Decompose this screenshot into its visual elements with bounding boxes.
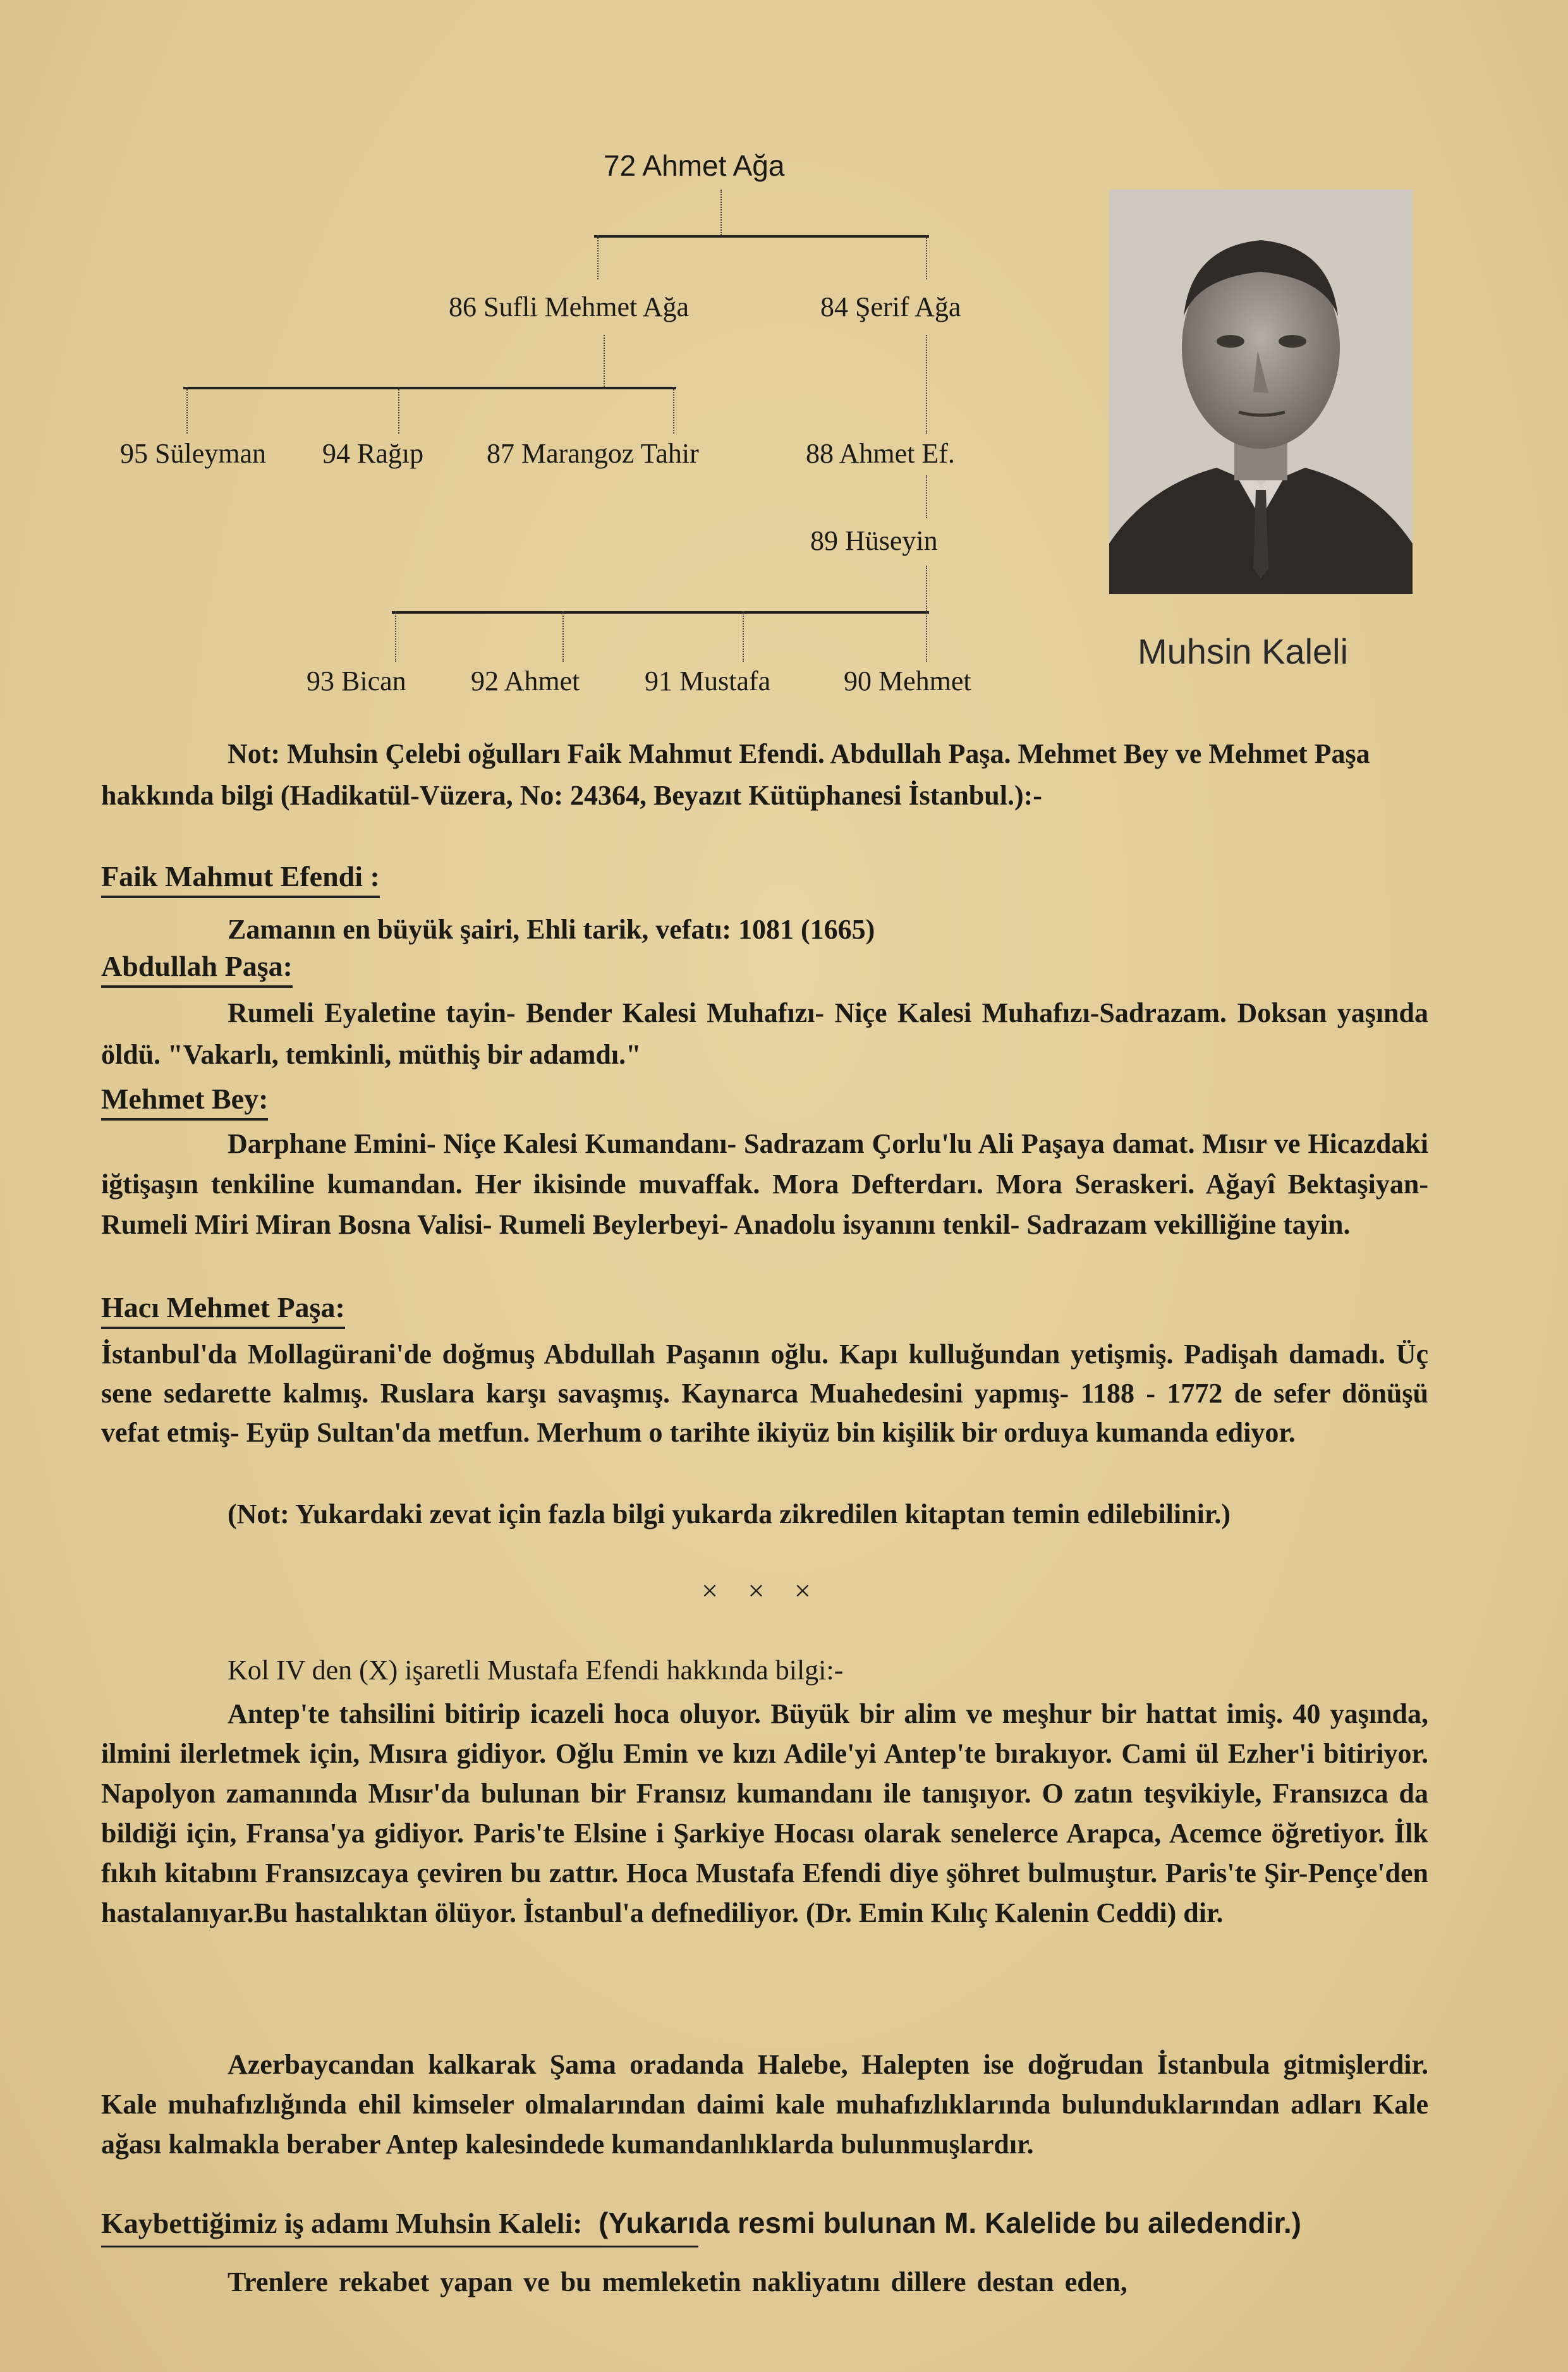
tree-connector	[398, 387, 399, 434]
heading-mehmet-bey: Mehmet Bey:	[101, 1082, 268, 1121]
tree-node-gen2: 84 Şerif Ağa	[820, 291, 961, 322]
tree-connector	[720, 190, 722, 235]
heading-abdullah-pasa: Abdullah Paşa:	[101, 949, 293, 988]
tree-node-gen3: 94 Rağıp	[322, 438, 424, 469]
kol-heading: Kol IV den (X) işaretli Mustafa Efendi hakkında bilgi:-	[228, 1655, 844, 1686]
tree-connector	[562, 611, 564, 662]
tree-node-gen5: 93 Bican	[307, 666, 406, 696]
tree-node-gen2: 86 Sufli Mehmet Ağa	[449, 291, 690, 322]
tree-connector	[186, 387, 188, 434]
tree-connector	[183, 387, 676, 389]
mehmet-bey-text: Darphane Emini- Niçe Kalesi Kumandanı- Sadrazam Çorlu'lu Ali Paşaya damat. Mısır ve Hicazdaki iğtişaşın tenkiline kumandan. Her ikisinde muvaffak. Mora Defterdarı. Mora Seraskeri. Ağayî Bektaşiyan-Rumeli Miri Miran Bosna Valisi- Rumeli Beylerbeyi- Anadolu isyanını tenkil- Sadrazam vekilliğine tayin.	[101, 1128, 1428, 1240]
tree-node-gen3: 95 Süleyman	[120, 438, 266, 469]
tree-node-gen1: 72 Ahmet Ağa	[604, 149, 785, 182]
abdullah-pasa-text: Rumeli Eyaletine tayin- Bender Kalesi Muhafızı- Niçe Kalesi Muhafızı-Sadrazam. Doksan yaşında öldü. "Vakarlı, temkinli, müthiş bir adamdı."	[101, 997, 1428, 1070]
heading-faik-mahmut: Faik Mahmut Efendi :	[101, 860, 380, 898]
kol-paragraph-1: Antep'te tahsilini bitirip icazeli hoca oluyor. Büyük bir alim ve meşhur bir hattat imiş. 40 yaşında, ilmini ilerletmek için, Mısıra gidiyor. Oğlu Emin ve kızı Adile'yi Antep'te bırakıyor. Cami ül Ezher'i bitiriyor. Napolyon zamanında Mısır'da bulunan bir Fransız kumandanı ile tanışıyor. O zatın teşvikiyle, Fransızca da bildiği için, Fransa'ya gidiyor. Paris'te Elsine i Şarkiye Hocası olarak senelerce Arapca, Acemce öğretiyor. İlk fıkıh kitabını Fransızcaya çeviren bu zattır. Hoca Mustafa Efendi diye şöhret bulmuştur. Paris'te Şir-Pençe'den hastalanıyar.Bu hastalıktan ölüyor. İstanbul'a defnediliyor. (Dr. Emin Kılıç Kalenin Ceddi) dir.	[101, 1698, 1428, 1928]
note-closing: (Not: Yukardaki zevat için fazla bilgi yukarda zikredilen kitaptan temin edilebilinir.)	[228, 1499, 1231, 1530]
tree-node-gen3: 88 Ahmet Ef.	[806, 438, 955, 469]
business-underline	[101, 2246, 698, 2247]
tree-node-gen4: 89 Hüseyin	[810, 525, 938, 556]
tree-connector	[392, 611, 929, 614]
tree-connector	[395, 611, 396, 662]
tree-node-gen5: 90 Mehmet	[844, 666, 971, 696]
tree-connector	[673, 387, 674, 434]
photo-caption: Muhsin Kaleli	[1138, 631, 1349, 671]
portrait-photo	[1109, 190, 1413, 594]
tree-connector	[926, 235, 927, 279]
tree-connector	[926, 475, 927, 518]
tree-connector	[743, 611, 744, 662]
kol-paragraph-2: Azerbaycandan kalkarak Şama oradanda Halebe, Halepten ise doğrudan İstanbula gitmişlerdir. Kale muhafızlığında ehil kimseler olmalarından daimi kale muhafızlıklarında bulunduklarından adları Kale ağası kalmakla beraber Antep kalesindede kumandanlıklarda bulunmuşlardır.	[101, 2049, 1428, 2160]
tree-connector	[597, 235, 599, 279]
tree-node-gen3: 87 Marangoz Tahir	[487, 438, 699, 469]
business-heading: Kaybettiğimiz iş adamı Muhsin Kaleli:	[101, 2207, 583, 2239]
note-intro-text: Not: Muhsin Çelebi oğulları Faik Mahmut Efendi. Abdullah Paşa. Mehmet Bey ve Mehmet Paşa hakkında bilgi (Hadikatül-Vüzera, No: 24364, Beyazıt Kütüphanesi İstanbul.):-	[101, 738, 1370, 811]
tree-connector	[926, 566, 927, 611]
note-intro	[101, 733, 1428, 817]
faik-mahmut-text: Zamanın en büyük şairi, Ehli tarik, vefatı: 1081 (1665)	[228, 914, 875, 945]
business-heading-row	[101, 2206, 1301, 2240]
tree-node-gen5: 91 Mustafa	[645, 666, 771, 696]
tree-connector	[926, 611, 927, 662]
portrait-icon	[1109, 190, 1413, 594]
business-paren-note: (Yukarıda resmi bulunan M. Kalelide bu ailedendir.)	[599, 2206, 1301, 2239]
haci-mehmet-pasa-text: İstanbul'da Mollagürani'de doğmuş Abdullah Paşanın oğlu. Kapı kulluğundan yetişmiş. Padişah damadı. Üç sene sedarette kalmış. Ruslara karşı savaşmış. Kaynarca Muahedesini yapmış- 1188 - 1772 de sefer dönüşü vefat etmiş- Eyüp Sultan'da metfun. Merhum o tarihte ikiyüz bin kişilik bir orduya kumanda ediyor.	[101, 1339, 1428, 1448]
section-separator: × × ×	[702, 1574, 822, 1607]
tree-connector	[594, 235, 929, 238]
tree-connector	[926, 335, 927, 434]
heading-haci-mehmet-pasa: Hacı Mehmet Paşa:	[101, 1291, 345, 1329]
tree-connector	[604, 335, 605, 387]
tree-node-gen5: 92 Ahmet	[471, 666, 580, 696]
business-last-line: Trenlere rekabet yapan ve bu memleketin nakliyatını dillere destan eden,	[228, 2266, 1127, 2297]
